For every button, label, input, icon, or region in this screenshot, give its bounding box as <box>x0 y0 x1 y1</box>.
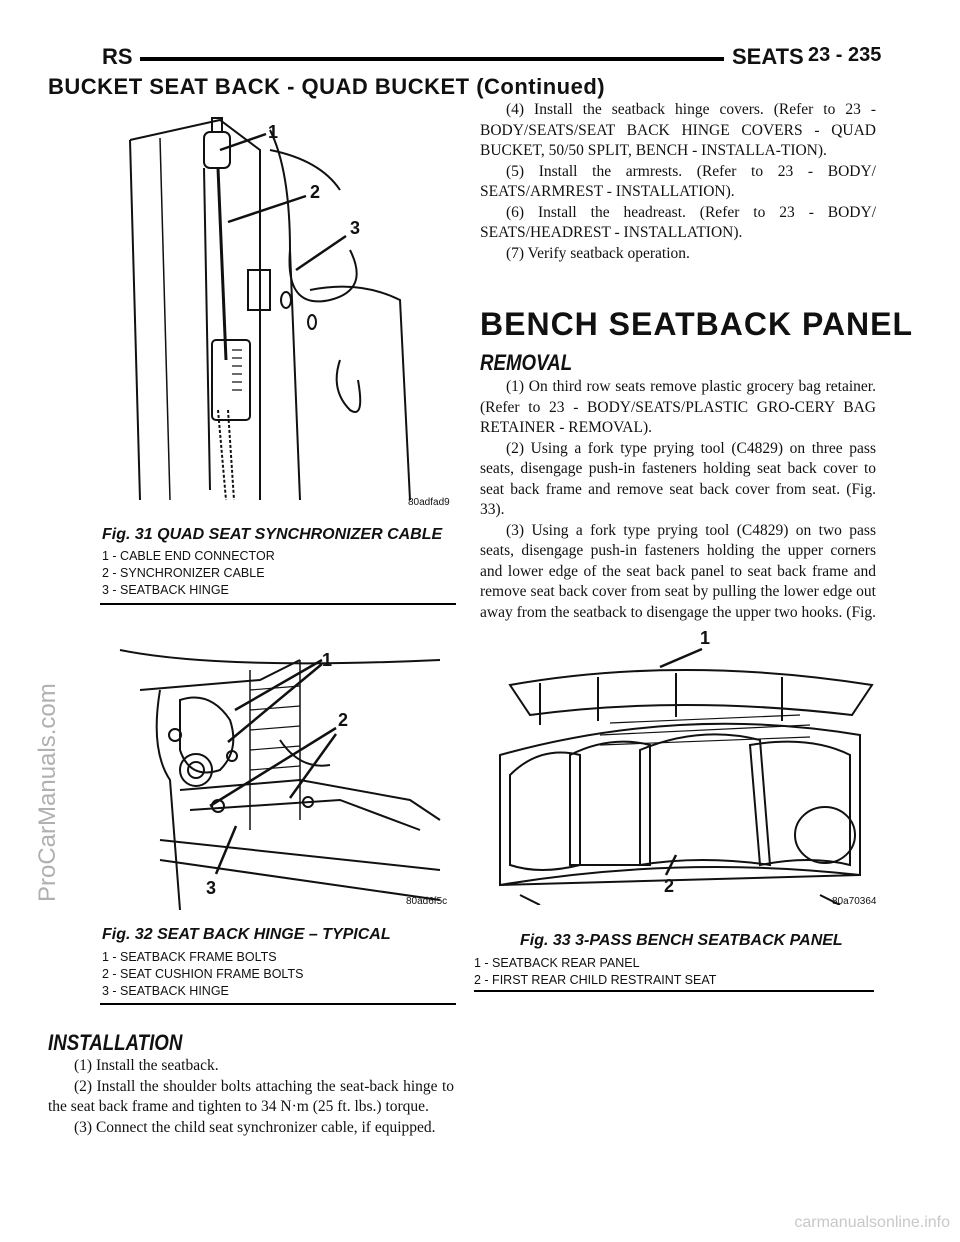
fig32-legend-item-2: 2 - SEAT CUSHION FRAME BOLTS <box>102 967 304 981</box>
fig33-caption: Fig. 33 3-PASS BENCH SEATBACK PANEL <box>520 932 843 949</box>
installation-heading: INSTALLATION <box>48 1030 183 1055</box>
header-rule <box>140 57 724 61</box>
bench-seatback-title: BENCH SEATBACK PANEL <box>480 306 914 342</box>
fig32-legend <box>102 949 303 1000</box>
figure-33-illustration <box>480 625 876 905</box>
installation-step-2: (2) Install the shoulder bolts attaching the seat-back hinge to the seat back frame and tighten to 34 N·m (25 ft. lbs.) torque. <box>48 1077 454 1115</box>
fig33-legend <box>474 955 716 989</box>
side-watermark: ProCarManuals.com <box>34 683 61 902</box>
installation-step-5: (5) Install the armrests. (Refer to 23 - BODY/ SEATS/ARMREST - INSTALLATION). <box>480 162 876 200</box>
installation-step-6: (6) Install the headreast. (Refer to 23 - BODY/ SEATS/HEADREST - INSTALLATION). <box>480 203 876 241</box>
installation-step-1: (1) Install the seatback. <box>74 1057 219 1074</box>
bench-seatback-panel-drawing <box>480 625 876 905</box>
fig31-callout-3: 3 <box>350 218 361 238</box>
installation-steps-continued <box>480 100 876 264</box>
footer-watermark: carmanualsonline.info <box>794 1214 950 1231</box>
continued-title: BUCKET SEAT BACK - QUAD BUCKET (Continued) <box>48 74 606 99</box>
installation-step-3: (3) Connect the child seat synchronizer cable, if equipped. <box>74 1118 436 1136</box>
fig31-legend-item-3: 3 - SEATBACK HINGE <box>102 583 229 597</box>
fig32-callout-2: 2 <box>338 710 349 730</box>
seat-back-hinge-drawing <box>100 630 450 910</box>
removal-heading: REMOVAL <box>480 350 573 375</box>
removal-step-1: (1) On third row seats remove plastic grocery bag retainer. (Refer to 23 - BODY/SEATS/PLASTIC GRO-CERY BAG RETAINER - REMOVAL). <box>480 378 876 436</box>
header-section: SEATS <box>732 44 804 69</box>
fig32-rule <box>100 1003 456 1005</box>
header-page-number: 23 - 235 <box>808 44 882 66</box>
fig33-callout-2: 2 <box>664 876 675 896</box>
installation-steps <box>48 1056 454 1138</box>
fig31-legend <box>102 548 275 599</box>
fig33-art-code: 80a70364 <box>832 896 877 907</box>
removal-steps <box>480 377 876 644</box>
fig32-art-code: 80ad6f5c <box>406 896 448 907</box>
fig31-caption: Fig. 31 QUAD SEAT SYNCHRONIZER CABLE <box>102 526 443 543</box>
synchronizer-cable-drawing <box>100 110 450 510</box>
installation-step-4: (4) Install the seatback hinge covers. (Refer to 23 - BODY/SEATS/SEAT BACK HINGE COVERS - QUAD BUCKET, 50/50 SPLIT, BENCH - INSTALLA-TION). <box>480 101 876 159</box>
fig33-rule <box>474 990 874 992</box>
fig33-legend-item-1: 1 - SEATBACK REAR PANEL <box>474 956 640 970</box>
fig32-legend-item-3: 3 - SEATBACK HINGE <box>102 984 229 998</box>
figure-31-illustration <box>100 110 450 510</box>
fig31-rule <box>100 603 456 605</box>
fig31-legend-item-1: 1 - CABLE END CONNECTOR <box>102 549 275 563</box>
fig33-legend-item-2: 2 - FIRST REAR CHILD RESTRAINT SEAT <box>474 973 717 987</box>
fig32-callout-1: 1 <box>322 650 333 670</box>
fig32-caption: Fig. 32 SEAT BACK HINGE – TYPICAL <box>102 926 391 943</box>
removal-step-2: (2) Using a fork type prying tool (C4829) on three pass seats, disengage push-in fasteners holding seat back cover to seat back frame and remove seat back cover from seat. (Fig. 33). <box>480 439 876 518</box>
header-manual-code: RS <box>102 44 133 69</box>
fig31-legend-item-2: 2 - SYNCHRONIZER CABLE <box>102 566 265 580</box>
figure-32-illustration <box>100 630 450 910</box>
fig32-callout-3: 3 <box>206 878 217 898</box>
fig32-legend-item-1: 1 - SEATBACK FRAME BOLTS <box>102 950 277 964</box>
installation-step-7: (7) Verify seatback operation. <box>506 244 690 262</box>
fig31-callout-1: 1 <box>268 122 279 142</box>
fig31-art-code: 80adfad9 <box>408 497 450 508</box>
removal-step-3: (3) Using a fork type prying tool (C4829) on two pass seats, disengage push-in fasteners holding the upper corners and lower edge of the seat back panel to seat back frame and remove seat back cover from seat by pulling the lower edge out away from the seatback to disengage the upper two hooks. (Fig. <box>480 521 877 621</box>
fig33-callout-1: 1 <box>700 628 711 648</box>
fig31-callout-2: 2 <box>310 182 321 202</box>
